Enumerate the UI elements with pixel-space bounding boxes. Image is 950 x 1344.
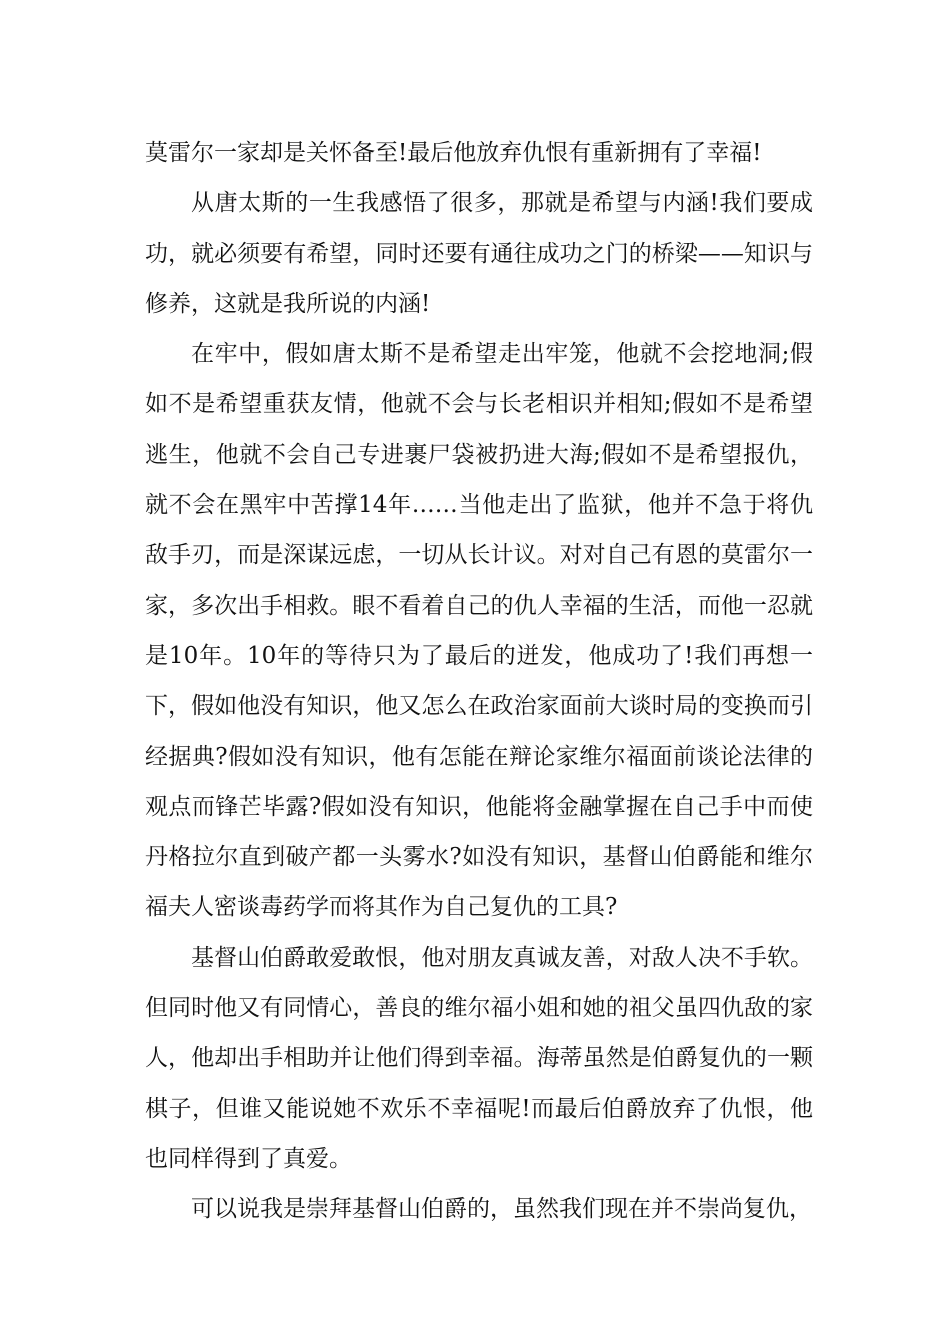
paragraph-count-character: 基督山伯爵敢爱敢恨，他对朋友真诚友善，对敌人决不手软。但同时他又有同情心，善良的维尔福小姐和她的祖父虽四仇敌的家人，他却出手相助并让他们得到幸福。海蒂虽然是伯爵复仇的一颗棋子，但谁又能说她不欢乐不幸福呢!而最后伯爵放弃了仇恨，他也同样得到了真爱。 (145, 944, 813, 1172)
paragraph-continuation: 莫雷尔一家却是关怀备至!最后他放弃仇恨有重新拥有了幸福! (145, 140, 762, 166)
paragraph-admiration: 可以说我是崇拜基督山伯爵的，虽然我们现在并不崇尚复仇， (191, 1196, 812, 1223)
paragraph-prison-story: 在牢中，假如唐太斯不是希望走出牢笼，他就不会挖地洞;假如不是希望重获友情，他就不会与长老相识并相知;假如不是希望逃生，他就不会自己专进裹尸袋被扔进大海;假如不是希望报仇，就不会在黑牢中苦撑14年……当他走出了监狱，他并不急于将仇敌手刃，而是深谋远虑，一切从长计议。对对自己有恩的莫雷尔一家，多次出手相救。眼不看着自己的仇人幸福的生活，而他一忍就是10年。10年的等待只为了最后的迸发，他成功了!我们再想一下，假如他没有知识，他又怎么在政治家面前大谈时局的变换而引经据典?假如没有知识，他有怎能在辩论家维尔福面前谈论法律的观点而锋芒毕露?假如没有知识，他能将金融掌握在自己手中而使丹格拉尔直到破产都一头雾水?如没有知识，基督山伯爵能和维尔福夫人密谈毒药学而将其作为自己复仇的工具? (145, 341, 813, 921)
paragraph-hope-and-meaning: 从唐太斯的一生我感悟了很多，那就是希望与内涵!我们要成功，就必须要有希望，同时还要有通往成功之门的桥梁——知识与修养，这就是我所说的内涵! (145, 190, 813, 317)
document-body (145, 128, 813, 1235)
